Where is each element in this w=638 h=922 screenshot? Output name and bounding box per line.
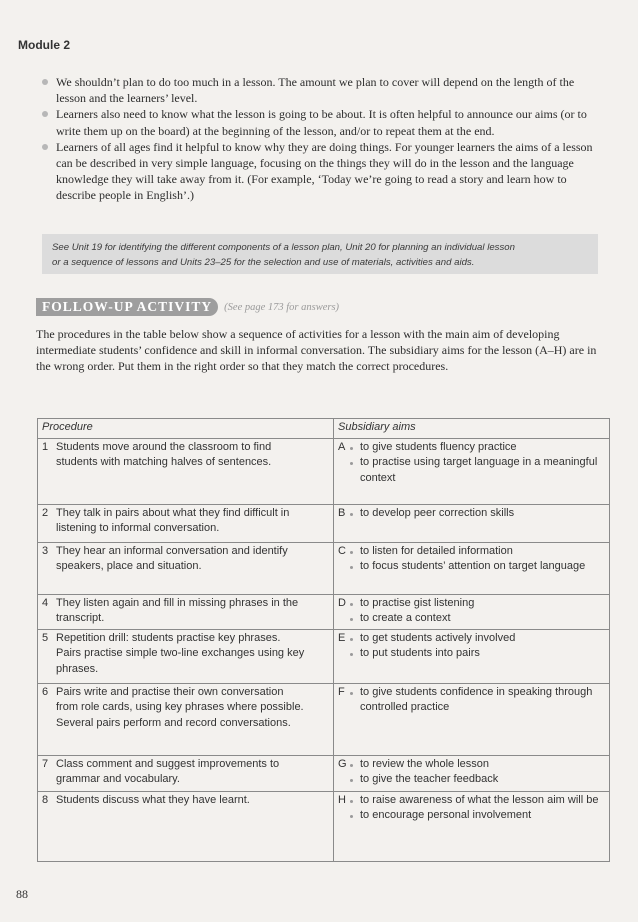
follow-up-heading xyxy=(36,298,339,316)
aim-item xyxy=(338,772,605,788)
aim-item xyxy=(338,808,605,824)
aim-text: to give students fluency practice xyxy=(360,440,517,453)
aim-bullet-icon xyxy=(350,551,353,554)
aims-cell xyxy=(334,438,610,504)
aim-item xyxy=(338,544,605,560)
bullet-dot-icon xyxy=(42,111,48,117)
procedure-cell xyxy=(38,504,334,542)
procedure-number: 8 xyxy=(42,793,49,806)
aim-text: to focus students’ attention on target language xyxy=(360,560,586,572)
cross-reference-box xyxy=(42,234,598,274)
table-row xyxy=(38,683,610,755)
aims-cell xyxy=(334,504,610,542)
aims-cell xyxy=(334,594,610,629)
table-row xyxy=(38,438,610,504)
bullet-item xyxy=(42,106,606,138)
aim-item xyxy=(338,685,605,716)
aim-letter: H xyxy=(338,793,346,806)
aim-item xyxy=(338,596,605,612)
aims-column-header: Subsidiary aims xyxy=(334,419,610,439)
aim-bullet-icon xyxy=(350,815,353,818)
aim-bullet-icon xyxy=(350,447,353,450)
procedure-text: They hear an informal conversation and identify speakers, place and situation. xyxy=(56,544,288,572)
activity-instructions: The procedures in the table below show a sequence of activities for a lesson with the main aim of developing intermediate students’ confidence and skill in informal conversation. The subsidiary aims for the lesson (A–H) are in the wrong order. Put them in the right order so that they match the correct procedures. xyxy=(36,327,597,374)
aim-text: to create a context xyxy=(360,612,451,624)
table-header-row xyxy=(38,419,610,439)
aim-text: to review the whole lesson xyxy=(360,757,490,770)
table-row xyxy=(38,542,610,594)
aim-item xyxy=(338,506,605,522)
aim-text: to develop peer correction skills xyxy=(360,506,515,519)
aim-letter: F xyxy=(338,685,345,698)
table-row xyxy=(38,594,610,629)
aims-cell xyxy=(334,791,610,861)
procedure-cell xyxy=(38,542,334,594)
bullet-list xyxy=(42,74,606,204)
bullet-text: Learners of all ages find it helpful to know why they are doing things. For younger learners the aims of a lesson can be described in very simple language, focusing on the things they will do in the lesson and the language knowledge they will take away from it. (For example, ‘Today we’re going to read a story and learn how to describe people in English’.) xyxy=(56,139,593,203)
procedure-number: 4 xyxy=(42,596,49,609)
aim-bullet-icon xyxy=(350,692,353,695)
procedure-number: 1 xyxy=(42,440,49,453)
table-row xyxy=(38,629,610,683)
aim-bullet-icon xyxy=(350,653,353,656)
aim-text: to put students into pairs xyxy=(360,647,480,659)
procedure-cell xyxy=(38,629,334,683)
procedures-table xyxy=(37,418,610,862)
aim-item xyxy=(338,559,605,575)
aim-letter: E xyxy=(338,631,346,644)
aim-item xyxy=(338,611,605,627)
procedure-text: Students move around the classroom to find students with matching halves of sentences. xyxy=(56,440,272,468)
aim-bullet-icon xyxy=(350,462,353,465)
aim-item xyxy=(338,646,605,662)
aim-text: to encourage personal involvement xyxy=(360,809,532,821)
aim-item xyxy=(338,440,605,456)
aim-text: to give the teacher feedback xyxy=(360,773,499,785)
aims-cell xyxy=(334,755,610,791)
aim-item xyxy=(338,757,605,773)
aim-text: to practise using target language in a meaningful context xyxy=(360,456,598,484)
aim-item xyxy=(338,631,605,647)
aim-letter: C xyxy=(338,544,346,557)
aim-bullet-icon xyxy=(350,603,353,606)
aim-bullet-icon xyxy=(350,618,353,621)
page-number: 88 xyxy=(16,887,28,901)
procedure-text: They listen again and fill in missing phrases in the transcript. xyxy=(56,596,299,624)
procedure-text: Students discuss what they have learnt. xyxy=(56,793,250,806)
table-row xyxy=(38,504,610,542)
procedure-number: 7 xyxy=(42,757,49,770)
aim-bullet-icon xyxy=(350,566,353,569)
aims-cell xyxy=(334,683,610,755)
aims-cell xyxy=(334,542,610,594)
aim-text: to give students confidence in speaking through controlled practice xyxy=(360,685,593,713)
aim-text: to practise gist listening xyxy=(360,596,475,609)
aim-bullet-icon xyxy=(350,638,353,641)
table-row xyxy=(38,791,610,861)
bullet-item xyxy=(42,139,606,204)
aim-text: to listen for detailed information xyxy=(360,544,513,557)
procedure-text: Repetition drill: students practise key phrases. Pairs practise simple two-line exchanges using key phrases. xyxy=(56,631,305,675)
aim-text: to raise awareness of what the lesson aim will be xyxy=(360,793,599,806)
aim-item xyxy=(338,793,605,809)
aim-bullet-icon xyxy=(350,513,353,516)
procedure-number: 3 xyxy=(42,544,49,557)
aim-text: to get students actively involved xyxy=(360,631,516,644)
bullet-item xyxy=(42,74,606,106)
procedure-cell xyxy=(38,594,334,629)
aim-bullet-icon xyxy=(350,764,353,767)
bullet-text: We shouldn’t plan to do too much in a lesson. The amount we plan to cover will depend on the length of the lesson and the learners’ level. xyxy=(56,75,575,106)
aim-bullet-icon xyxy=(350,800,353,803)
cross-reference-line: or a sequence of lessons and Units 23–25 for the selection and use of materials, activities and aids. xyxy=(52,257,475,268)
answers-reference: (See page 173 for answers) xyxy=(224,301,340,313)
procedure-column-header: Procedure xyxy=(38,419,334,439)
procedure-cell xyxy=(38,791,334,861)
procedure-cell xyxy=(38,683,334,755)
procedure-number: 2 xyxy=(42,506,49,519)
procedure-text: Pairs write and practise their own conversation from role cards, using key phrases where possible. Several pairs perform and record conversations. xyxy=(56,685,304,729)
aim-letter: A xyxy=(338,440,346,453)
bullet-dot-icon xyxy=(42,79,48,85)
aim-bullet-icon xyxy=(350,779,353,782)
procedure-cell xyxy=(38,438,334,504)
procedure-text: Class comment and suggest improvements to grammar and vocabulary. xyxy=(56,757,280,785)
bullet-text: Learners also need to know what the lesson is going to be about. It is often helpful to announce our aims (or to write them up on the board) at the beginning of the lesson, and/or to repeat them at the end. xyxy=(56,107,587,138)
table-row xyxy=(38,755,610,791)
aim-item xyxy=(338,455,605,486)
aim-letter: D xyxy=(338,596,346,609)
procedure-number: 5 xyxy=(42,631,49,644)
procedure-number: 6 xyxy=(42,685,49,698)
bullet-dot-icon xyxy=(42,144,48,150)
aims-cell xyxy=(334,629,610,683)
cross-reference-line: See Unit 19 for identifying the different components of a lesson plan, Unit 20 for planning an individual lesson xyxy=(52,242,515,253)
module-label: Module 2 xyxy=(18,38,71,52)
aim-letter: B xyxy=(338,506,346,519)
follow-up-title: FOLLOW-UP ACTIVITY xyxy=(36,298,218,316)
aim-letter: G xyxy=(338,757,347,770)
procedure-cell xyxy=(38,755,334,791)
procedure-text: They talk in pairs about what they find difficult in listening to informal conversation. xyxy=(56,506,290,534)
